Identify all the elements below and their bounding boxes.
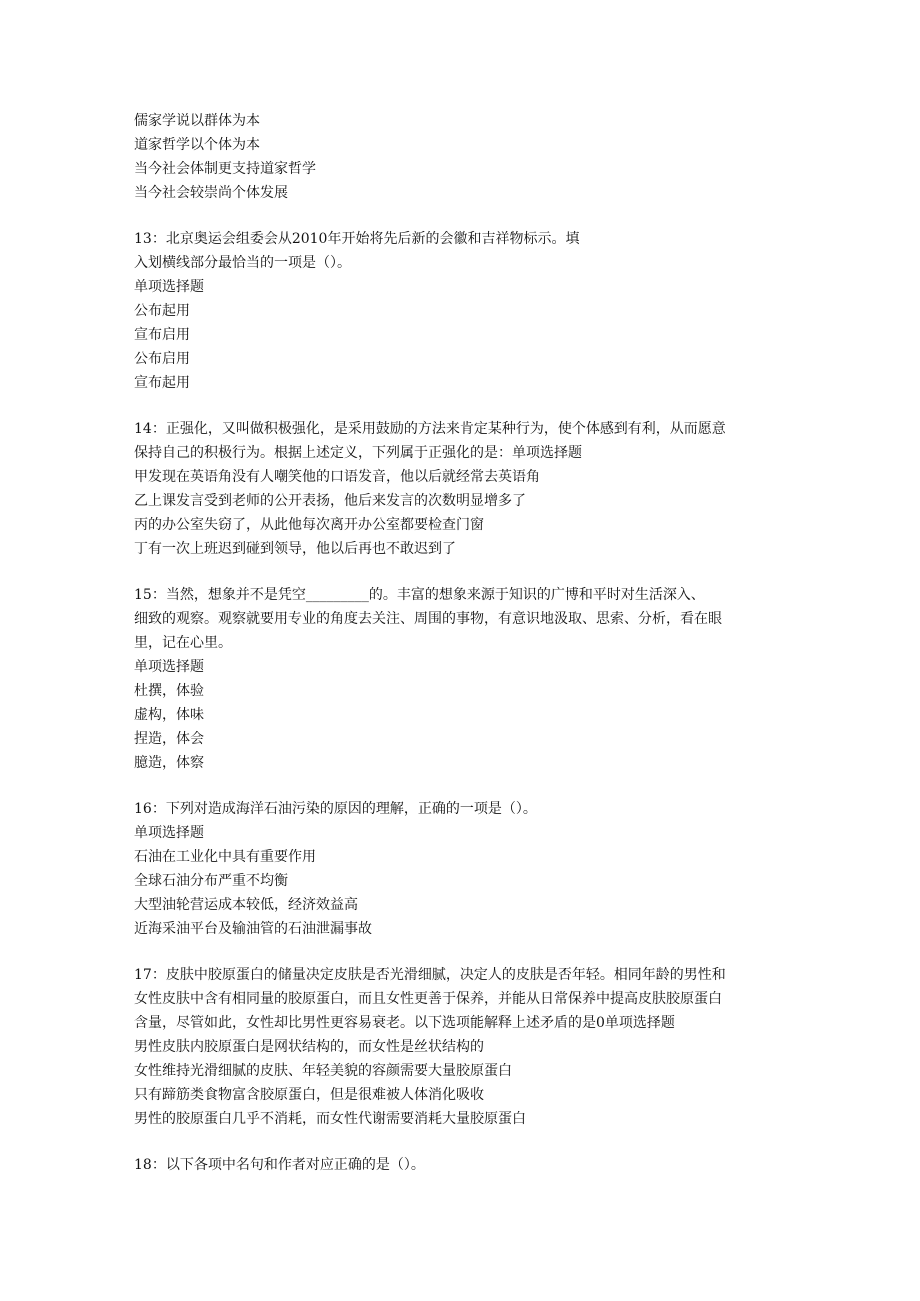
question-text: 细致的观察。观察就要用专业的角度去关注、周围的事物，有意识地汲取、思索、分析，看在眼	[134, 611, 722, 627]
option-line: 石油在工业化中具有重要作用	[134, 849, 316, 865]
question-text: 16：下列对造成海洋石油污染的原因的理解，正确的一项是（）。	[134, 801, 537, 817]
option-line: 甲发现在英语角没有人嘲笑他的口语发音，他以后就经常去英语角	[134, 469, 540, 485]
question-type: 单项选择题	[134, 825, 204, 841]
question-14	[134, 417, 794, 561]
document-body	[134, 109, 794, 1199]
option-line: 男性皮肤内胶原蛋白是网状结构的，而女性是丝状结构的	[134, 1039, 484, 1055]
question-text: 17：皮肤中胶原蛋白的储量决定皮肤是否光滑细腻，决定人的皮肤是否年轻。相同年龄的男性和	[134, 967, 726, 983]
option-line: 当今社会体制更支持道家哲学	[134, 161, 316, 177]
question-15	[134, 583, 794, 775]
option-line: 捏造，体会	[134, 731, 204, 747]
question-text: 女性皮肤中含有相同量的胶原蛋白，而且女性更善于保养，并能从日常保养中提高皮肤胶原蛋白	[134, 991, 722, 1007]
option-line: 丁有一次上班迟到碰到领导，他以后再也不敢迟到了	[134, 541, 456, 557]
question-text: 里，记在心里。	[134, 635, 232, 651]
option-line: 公布启用	[134, 351, 190, 367]
option-line: 近海采油平台及输油管的石油泄漏事故	[134, 921, 372, 937]
question-text: 含量，尽管如此，女性却比男性更容易衰老。以下选项能解释上述矛盾的是0单项选择题	[134, 1015, 675, 1031]
question-text: 保持自己的积极行为。根据上述定义，下列属于正强化的是：单项选择题	[134, 445, 582, 461]
option-line: 全球石油分布严重不均衡	[134, 873, 288, 889]
option-line: 丙的办公室失窃了，从此他每次离开办公室都要检查门窗	[134, 517, 484, 533]
option-line: 儒家学说以群体为本	[134, 113, 260, 129]
question-text: 15：当然，想象并不是凭空_________的。丰富的想象来源于知识的广博和平时对生活深入、	[134, 587, 705, 603]
question-text: 入划横线部分最恰当的一项是（）。	[134, 255, 351, 271]
option-line: 宣布起用	[134, 375, 190, 391]
question-16	[134, 797, 794, 941]
question-17	[134, 963, 794, 1131]
option-line: 公布起用	[134, 303, 190, 319]
question-type: 单项选择题	[134, 659, 204, 675]
option-line: 杜撰，体验	[134, 683, 204, 699]
option-line: 男性的胶原蛋白几乎不消耗，而女性代谢需要消耗大量胶原蛋白	[134, 1111, 526, 1127]
option-line: 宣布启用	[134, 327, 190, 343]
question-18	[134, 1153, 794, 1177]
question-text: 14：正强化，又叫做积极强化，是采用鼓励的方法来肯定某种行为，使个体感到有利，从而愿意	[134, 421, 726, 437]
question-text: 18：以下各项中名句和作者对应正确的是（）。	[134, 1157, 425, 1173]
option-line: 臆造，体察	[134, 755, 204, 771]
question-13	[134, 227, 794, 395]
question-type: 单项选择题	[134, 279, 204, 295]
option-line: 道家哲学以个体为本	[134, 137, 260, 153]
leading-options	[134, 109, 794, 205]
option-line: 只有蹄筋类食物富含胶原蛋白，但是很难被人体消化吸收	[134, 1087, 484, 1103]
option-line: 乙上课发言受到老师的公开表扬，他后来发言的次数明显增多了	[134, 493, 526, 509]
question-text: 13：北京奥运会组委会从2010年开始将先后新的会徽和吉祥物标示。填	[134, 231, 580, 247]
option-line: 女性维持光滑细腻的皮肤、年轻美貌的容颜需要大量胶原蛋白	[134, 1063, 512, 1079]
option-line: 虚构，体味	[134, 707, 204, 723]
option-line: 当今社会较崇尚个体发展	[134, 185, 288, 201]
option-line: 大型油轮营运成本较低，经济效益高	[134, 897, 358, 913]
